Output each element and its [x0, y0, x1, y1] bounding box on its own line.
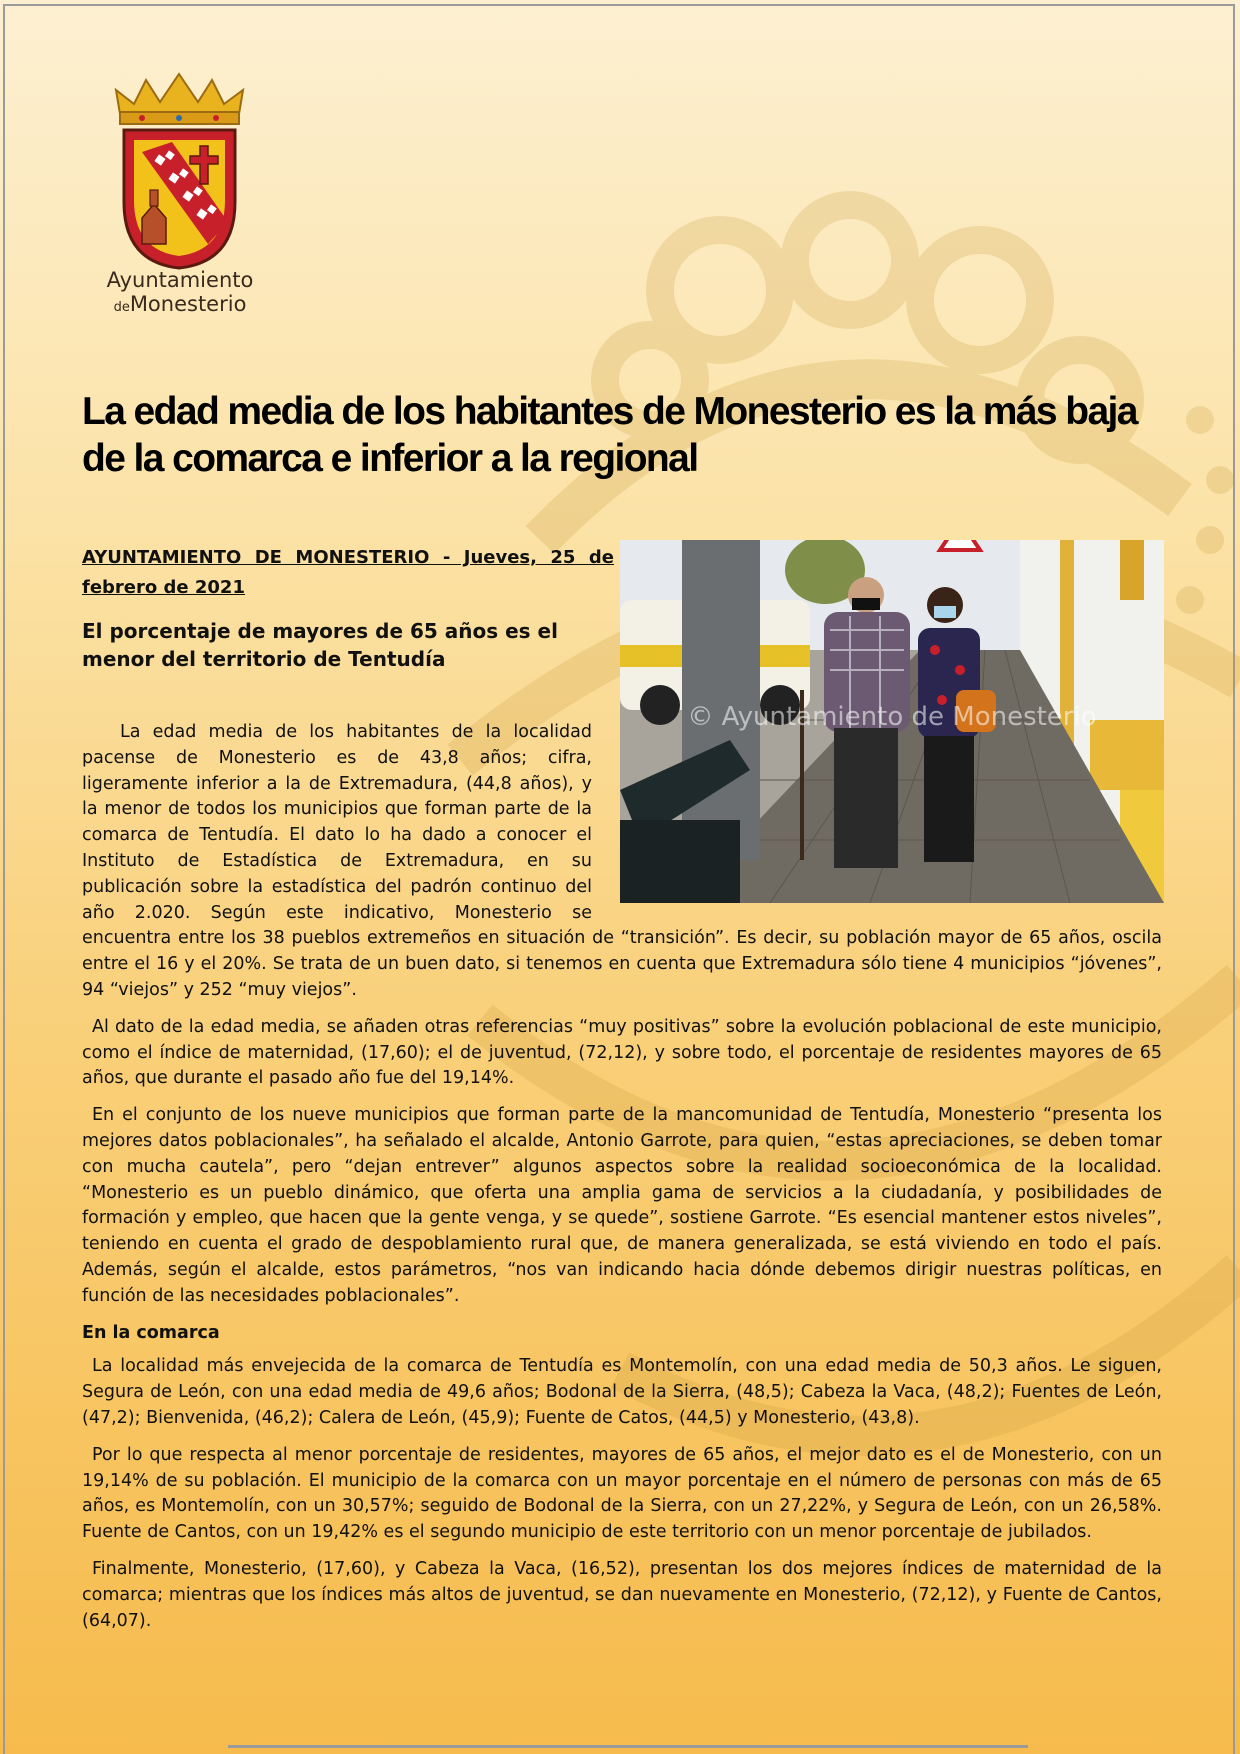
- article-byline: AYUNTAMIENTO DE MONESTERIO - Jueves, 25 de febrero de 2021: [82, 547, 614, 598]
- paragraph-3: En el conjunto de los nueve municipios que forman parte de la mancomunidad de Tentudía, Monesterio “presenta los mejores datos poblacionales”, ha señalado el alcalde, Antonio Garrote, para quien, “estas apreciaciones, se deben tomar con mucha cautela”, pero “dejan entrever” algunos aspectos sobre la realidad socioeconómica de la localidad. “Monesterio es un pueblo dinámico, que oferta una amplia gama de servicios a la ciudadanía, y posibilidades de formación y empleo, que hacen que la gente venga, y se quede”, sostiene Garrote. “Es esencial mantener estos niveles”, teniendo en cuenta el grado de despoblamiento rural que, de manera generalizada, se está viviendo en todo el país. Además, según el alcalde, estos parámetros, “nos van indicando hacia dónde debemos dirigir nuestras políticas, en función de las necesidades poblacionales”.: [82, 1105, 1162, 1306]
- article-subtitle: El porcentaje de mayores de 65 años es el menor del territorio de Tentudía: [82, 619, 558, 671]
- logo-line-1: Ayuntamiento: [106, 268, 254, 292]
- paragraph-5: Por lo que respecta al menor porcentaje de residentes, mayores de 65 años, el mejor dato es el de Monesterio, con un 19,14% de su población. El municipio de la comarca con un mayor porcentaje en el número de personas con más de 65 años, es Montemolín, con un 30,57%; seguido de Bodonal de la Sierra, con un 27,22%, y Segura de León, con un 26,58%. Fuente de Cantos, con un 19,42% es el segundo municipio de este territorio con un menor porcentaje de jubilados.: [82, 1444, 1162, 1543]
- photo-float-spacer: [602, 720, 1162, 903]
- paragraph-6: Finalmente, Monesterio, (17,60), y Cabeza la Vaca, (16,52), presentan los dos mejores índices de maternidad de la comarca; mientras que los índices más altos de juventud, se dan nuevamente en Monesterio, (72,12), y Fuente de Cantos, (64,07).: [82, 1558, 1162, 1631]
- logo-line-2-name: Monesterio: [129, 292, 247, 316]
- logo-line-2-prefix: de: [113, 300, 130, 315]
- paragraph-2: Al dato de la edad media, se añaden otras referencias “muy positivas” sobre la evolución poblacional de este municipio, como el índice de maternidad, (17,60); el de juventud, (72,12), y sobre todo, el porcentaje de residentes mayores de 65 años, que durante el pasado año fue del 19,14%.: [82, 1016, 1162, 1089]
- paragraph-1: La edad media de los habitantes de la localidad pacense de Monesterio es de 43,8 años; cifra, ligeramente inferior a la de Extremadura, (44,8 años), y la menor de todos los municipios que forman parte de la comarca de Tentudía. El dato lo ha dado a conocer el Instituto de Estadística de Extremadura, en su publicación sobre la estadística del padrón continuo del año 2.020. Según este indicativo, Monesterio se encuentra entre los 38 pueblos extremeños en situación de “transición”. Es decir, su población mayor de 65 años, oscila entre el 16 y el 20%. Se trata de un buen dato, si tenemos en cuenta que Extremadura sólo tiene 4 municipios “jóvenes”, 94 “viejos” y 252 “muy viejos”.: [82, 722, 1162, 1000]
- footer-rule: [228, 1745, 1028, 1748]
- paragraph-4: La localidad más envejecida de la comarca de Tentudía es Montemolín, con una edad media de 50,3 años. Le siguen, Segura de León, con una edad media de 49,6 años; Bodonal de la Sierra, (48,5); Cabeza la Vaca, (48,2); Fuentes de León, (47,2); Bienvenida, (46,2); Calera de León, (45,9); Fuente de Catos, (44,5) y Monesterio, (43,8).: [82, 1356, 1162, 1428]
- article-headline: La edad media de los habitantes de Monesterio es la más baja de la comarca e inferior a la regional: [82, 390, 1137, 480]
- logo-caption: [100, 268, 260, 320]
- section-heading: En la comarca: [82, 1322, 220, 1343]
- article-body: [82, 720, 1162, 1645]
- photo-watermark-text: © Ayuntamiento de Monesterio: [687, 702, 1097, 732]
- ayuntamiento-crest-logo: [112, 72, 247, 272]
- logo-line-2: [100, 292, 260, 320]
